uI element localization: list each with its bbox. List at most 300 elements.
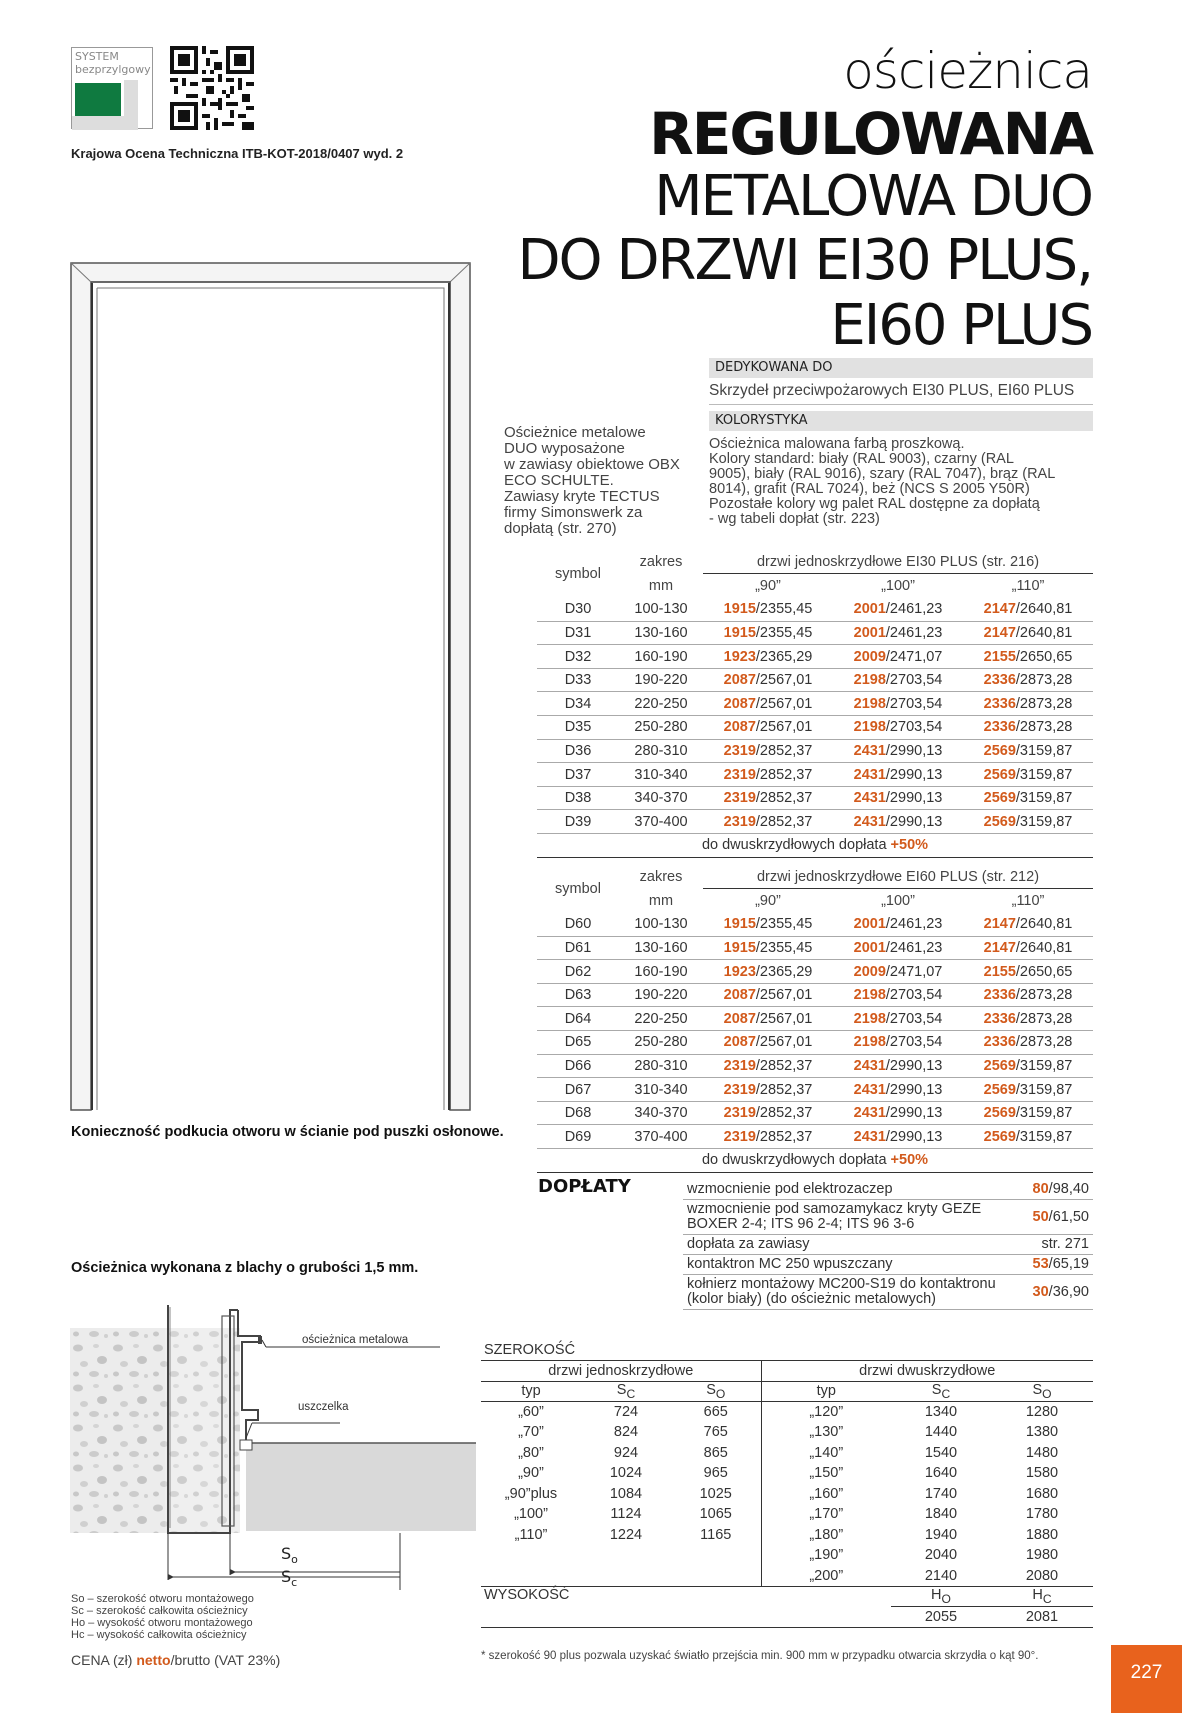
price-row (537, 621, 1093, 645)
price-brutto: /2852,37 (755, 1128, 813, 1145)
price-netto: 2569 (983, 1128, 1016, 1145)
price-table-ei30 (537, 550, 1093, 858)
colors-line: Pozostałe kolory wg palet RAL dostępne za dopłatą (709, 496, 1040, 512)
price-row (537, 645, 1093, 669)
price-cell (703, 936, 833, 960)
price-cell (703, 983, 833, 1007)
title-line-4: DO DRZWI EI30 PLUS, (517, 228, 1092, 293)
frame-desc-line: w zawiasy obiektowe OBX (504, 456, 680, 473)
single-typ: „60” (518, 1404, 544, 1420)
label-so-sub: o (291, 1553, 298, 1567)
price-brutto: /2990,13 (885, 1105, 943, 1122)
badge-line-1: SYSTEM (75, 50, 119, 63)
price-netto: 2009 (853, 648, 886, 665)
dedicated-heading: DEDYKOWANA DO (709, 358, 1093, 378)
price-brutto: /2471,07 (885, 648, 943, 665)
price-brutto: /2873,28 (1015, 1010, 1073, 1027)
price-cell (963, 936, 1093, 960)
double-note-text: do dwuskrzydłowych dopłata (701, 837, 887, 854)
price-brutto: /2355,45 (755, 601, 813, 618)
price-row (537, 739, 1093, 763)
symbol-cell: D30 (537, 598, 619, 622)
dimension-row (481, 1422, 1093, 1443)
price-brutto: /2567,01 (755, 672, 813, 689)
price-brutto: /2461,23 (885, 916, 943, 933)
double-door-header: drzwi dwuskrzydłowe (761, 1361, 1093, 1382)
frame-description (504, 425, 704, 537)
price-brutto: /2567,01 (755, 1010, 813, 1027)
price-row (537, 1007, 1093, 1031)
price-cell (703, 913, 833, 937)
price-cell (833, 692, 963, 716)
price-cell (963, 1125, 1093, 1149)
price-cell (703, 739, 833, 763)
price-netto: 2198 (853, 695, 886, 712)
price-netto: 2431 (853, 1128, 886, 1145)
price-brutto: /3159,87 (1015, 1128, 1073, 1145)
double-typ: „120” (809, 1404, 844, 1420)
single-empty (481, 1566, 761, 1587)
price-cell (703, 1125, 833, 1149)
col-typ: typ (481, 1381, 581, 1402)
price-cell (963, 1031, 1093, 1055)
range-cell: 280-310 (619, 1054, 703, 1078)
single-sc: 824 (613, 1424, 639, 1441)
qr-code-icon[interactable] (170, 46, 254, 130)
legend-hc: Hc – wysokość całkowita ościeżnicy (71, 1629, 247, 1641)
range-cell: 160-190 (619, 960, 703, 984)
price-prefix: CENA (zł) (71, 1652, 137, 1668)
surcharge-value (1029, 1200, 1093, 1235)
price-cell (963, 621, 1093, 645)
price-cell (833, 1101, 963, 1125)
price-brutto: /3159,87 (1015, 766, 1073, 783)
double-typ: „150” (809, 1465, 844, 1482)
single-so: 1165 (671, 1525, 761, 1546)
price-brutto: /2567,01 (755, 987, 813, 1004)
price-brutto: /2703,54 (885, 719, 943, 736)
price-row (537, 1031, 1093, 1055)
frame-desc-line: DUO wyposażone (504, 440, 625, 457)
single-sc: 1024 (609, 1465, 643, 1482)
colors-line: 8014), grafit (RAL 7024), beż (NCS S 2005 Y50R) (709, 481, 1030, 497)
range-cell: 250-280 (619, 1031, 703, 1055)
surcharge-netto: 80 (1032, 1181, 1049, 1197)
double-door-note (537, 834, 1093, 858)
symbol-cell: D39 (537, 810, 619, 834)
double-sc: 1840 (924, 1506, 958, 1523)
price-cell (833, 936, 963, 960)
price-brutto: /2640,81 (1015, 939, 1073, 956)
price-brutto: /2567,01 (755, 719, 813, 736)
symbol-cell: D62 (537, 960, 619, 984)
price-brutto: /2990,13 (885, 742, 943, 759)
col-range-unit: mm (648, 577, 674, 594)
price-cell (703, 668, 833, 692)
price-netto: 2087 (723, 987, 756, 1004)
price-cell (703, 598, 833, 622)
price-brutto: /3159,87 (1015, 790, 1073, 807)
price-cell (833, 668, 963, 692)
col-hc-sub: C (1042, 1591, 1052, 1606)
double-so: 1380 (1025, 1424, 1059, 1441)
price-netto: 2001 (853, 939, 886, 956)
label-so-main: S (281, 1544, 292, 1563)
surcharges-table (683, 1180, 1093, 1310)
surcharge-netto: 30 (1032, 1283, 1049, 1300)
price-cell (963, 598, 1093, 622)
double-so: 1880 (1025, 1526, 1059, 1543)
symbol-cell: D60 (537, 913, 619, 937)
range-cell: 220-250 (619, 1007, 703, 1031)
col-hc-main: H (1032, 1586, 1043, 1603)
price-netto: 2569 (983, 1081, 1016, 1098)
double-note-value: +50% (890, 1152, 929, 1169)
col-sc-main: S (616, 1381, 627, 1398)
price-cell (703, 763, 833, 787)
price-cell (703, 810, 833, 834)
single-so: 865 (671, 1443, 761, 1464)
surcharges-rows (683, 1180, 1093, 1310)
surcharge-label: kontaktron MC 250 wpuszczany (683, 1255, 1029, 1275)
price-brutto: /2365,29 (755, 963, 813, 980)
col-symbol: symbol (555, 565, 601, 582)
price-brutto: /2873,28 (1015, 987, 1073, 1004)
price-netto: 2319 (723, 813, 756, 830)
symbol-cell: D68 (537, 1101, 619, 1125)
surcharge-value (1029, 1275, 1093, 1310)
single-typ: „100” (514, 1506, 548, 1523)
symbol-cell: D65 (537, 1031, 619, 1055)
double-sc: 1340 (924, 1404, 958, 1420)
double-so: 1480 (1025, 1444, 1059, 1461)
price-row (537, 1078, 1093, 1102)
price-row (537, 1125, 1093, 1149)
label-sc-sub: c (291, 1576, 298, 1590)
range-cell: 100-130 (619, 913, 703, 937)
price-brutto: /2990,13 (885, 1128, 943, 1145)
single-typ: „70” (518, 1424, 544, 1441)
double-so: 2080 (991, 1566, 1093, 1587)
col-so-sub: O (715, 1386, 726, 1401)
col-typ: typ (761, 1381, 891, 1402)
price-brutto: /2471,07 (885, 963, 943, 980)
price-netto: 2336 (983, 672, 1016, 689)
surcharge-row (683, 1200, 1093, 1235)
price-cell (963, 739, 1093, 763)
col-sc (581, 1381, 671, 1402)
surcharge-label: wzmocnienie pod elektrozaczep (683, 1180, 1029, 1200)
single-typ: „80” (518, 1444, 544, 1461)
price-brutto: /2703,54 (885, 1034, 943, 1051)
col-size-100: „100” (881, 892, 915, 909)
price-table-ei60 (537, 865, 1093, 1173)
price-brutto: /2703,54 (885, 987, 943, 1004)
price-cell (833, 786, 963, 810)
single-empty (481, 1545, 761, 1566)
symbol-cell: D66 (537, 1054, 619, 1078)
price-cell (833, 983, 963, 1007)
col-so (671, 1381, 761, 1402)
price-brutto: /2567,01 (755, 695, 813, 712)
price-row (537, 598, 1093, 622)
surcharge-brutto: /61,50 (1048, 1208, 1089, 1225)
range-cell: 370-400 (619, 1125, 703, 1149)
single-typ: „110” (514, 1526, 548, 1543)
label-sc (281, 1567, 297, 1589)
price-cell (703, 1054, 833, 1078)
price-cell (703, 786, 833, 810)
price-netto: 2336 (983, 1010, 1016, 1027)
price-netto: 2198 (853, 1010, 886, 1027)
double-sc: 1640 (924, 1465, 958, 1482)
price-cell (833, 1007, 963, 1031)
price-netto: 2087 (723, 719, 756, 736)
colors-line: 9005), biały (RAL 9016), szary (RAL 7047), brąz (RAL (709, 466, 1056, 482)
price-row (537, 983, 1093, 1007)
price-netto: 1915 (723, 624, 756, 641)
price-brutto: /2355,45 (755, 916, 813, 933)
price-brutto: /2852,37 (755, 790, 813, 807)
price-brutto: /2873,28 (1015, 695, 1073, 712)
legend-ho: Ho – wysokość otworu montażowego (71, 1617, 253, 1629)
height-spacer (481, 1607, 891, 1628)
double-typ: „180” (809, 1526, 844, 1543)
double-so: 1980 (1025, 1547, 1059, 1564)
range-cell: 250-280 (619, 716, 703, 740)
price-cell (963, 1101, 1093, 1125)
col-hc (991, 1586, 1093, 1607)
price-cell (833, 739, 963, 763)
cross-section-illustration (70, 1300, 480, 1595)
price-netto: 2431 (853, 1057, 886, 1074)
price-netto: 2569 (983, 813, 1016, 830)
price-cell (833, 763, 963, 787)
range-cell: 160-190 (619, 645, 703, 669)
price-netto: 2569 (983, 742, 1016, 759)
surcharge-value (1029, 1255, 1093, 1275)
legend (71, 1593, 254, 1641)
price-netto: 2198 (853, 987, 886, 1004)
symbol-cell: D38 (537, 786, 619, 810)
double-sc: 1940 (924, 1526, 958, 1543)
dedicated-text: Skrzydeł przeciwpożarowych EI30 PLUS, EI60 PLUS (709, 382, 1075, 399)
undercut-note: Konieczność podkucia otworu w ścianie pod puszki osłonowe. (71, 1124, 504, 1140)
price-cell (833, 1125, 963, 1149)
range-cell: 340-370 (619, 786, 703, 810)
price-netto: 2198 (853, 719, 886, 736)
price-netto: 2569 (983, 1057, 1016, 1074)
title-line-1: ościeżnica (843, 42, 1092, 100)
colors-text (709, 437, 1093, 527)
price-netto: 2147 (983, 624, 1016, 641)
price-cell (963, 645, 1093, 669)
price-brutto: /2990,13 (885, 766, 943, 783)
surcharge-label: dopłata za zawiasy (683, 1235, 1029, 1255)
single-sc: 1224 (609, 1526, 643, 1543)
dimension-row (481, 1504, 1093, 1525)
price-netto: 2001 (853, 601, 886, 618)
surcharge-brutto: /65,19 (1048, 1256, 1089, 1272)
price-netto: 2336 (983, 719, 1016, 736)
symbol-cell: D67 (537, 1078, 619, 1102)
range-cell: 310-340 (619, 1078, 703, 1102)
price-netto: 2087 (723, 672, 756, 689)
surcharge-row (683, 1180, 1093, 1200)
range-cell: 220-250 (619, 692, 703, 716)
price-row (537, 936, 1093, 960)
single-typ: „90” (518, 1465, 544, 1482)
symbol-cell: D34 (537, 692, 619, 716)
frame-desc-line: Ościeżnice metalowe (504, 424, 646, 441)
symbol-cell: D63 (537, 983, 619, 1007)
range-cell: 190-220 (619, 668, 703, 692)
price-cell (833, 716, 963, 740)
range-cell: 280-310 (619, 739, 703, 763)
col-size-110: „110” (1011, 577, 1045, 594)
price-cell (963, 1007, 1093, 1031)
price-row (537, 913, 1093, 937)
surcharge-brutto: /98,40 (1048, 1181, 1089, 1197)
col-sc (891, 1381, 991, 1402)
price-cell (963, 1078, 1093, 1102)
price-row (537, 810, 1093, 834)
price-brutto: /2703,54 (885, 672, 943, 689)
price-cell (833, 960, 963, 984)
range-cell: 100-130 (619, 598, 703, 622)
col-ho-main: H (931, 1586, 942, 1603)
price-row (537, 763, 1093, 787)
price-brutto: /3159,87 (1015, 813, 1073, 830)
price-cell (833, 645, 963, 669)
dimension-row (481, 1484, 1093, 1505)
price-cell (703, 621, 833, 645)
price-cell (963, 716, 1093, 740)
single-sc: 1124 (610, 1506, 642, 1523)
price-netto: 2319 (723, 742, 756, 759)
price-netto: 2319 (723, 1081, 756, 1098)
price-brutto: /2873,28 (1015, 672, 1073, 689)
system-badge (71, 47, 153, 129)
col-sc-main: S (931, 1381, 942, 1398)
double-so: 1280 (1025, 1404, 1059, 1420)
price-brutto: /2852,37 (755, 1081, 813, 1098)
frame-desc-line: Zawiasy kryte TECTUS (504, 488, 660, 505)
price-netto: 2155 (983, 963, 1016, 980)
price-cell (963, 692, 1093, 716)
label-so (281, 1544, 298, 1566)
price-netto: 2336 (983, 695, 1016, 712)
double-so: 1780 (1025, 1506, 1059, 1523)
price-brutto: /2640,81 (1015, 624, 1073, 641)
price-brutto: /2355,45 (755, 624, 813, 641)
price-netto: 2319 (723, 1057, 756, 1074)
price-cell (963, 983, 1093, 1007)
price-netto: 2001 (853, 624, 886, 641)
single-door-header: drzwi jednoskrzydłowe (481, 1361, 761, 1382)
label-frame: ościeżnica metalowa (302, 1334, 409, 1346)
price-brutto: /2650,65 (1015, 648, 1073, 665)
colors-line: Ościeżnica malowana farbą proszkową. (709, 436, 965, 452)
price-netto: 2155 (983, 648, 1016, 665)
symbol-cell: D69 (537, 1125, 619, 1149)
price-brutto: /2650,65 (1015, 963, 1073, 980)
single-sc: 924 (613, 1444, 639, 1461)
double-note-text: do dwuskrzydłowych dopłata (701, 1152, 887, 1169)
range-cell: 130-160 (619, 936, 703, 960)
group-header-ei30: drzwi jednoskrzydłowe EI30 PLUS (str. 216) (703, 550, 1093, 574)
price-brutto: /2461,23 (885, 601, 943, 618)
price-cell (833, 913, 963, 937)
badge-green-block (75, 83, 121, 116)
ei60-rows (537, 913, 1093, 1149)
price-brutto: /2703,54 (885, 695, 943, 712)
price-legend (71, 1652, 280, 1668)
badge-text (75, 50, 151, 76)
colors-line: - wg tabeli dopłat (str. 223) (709, 511, 880, 527)
surcharge-netto: 50 (1032, 1208, 1049, 1225)
price-netto: 2319 (723, 790, 756, 807)
surcharge-label: wzmocnienie pod samozamykacz kryty GEZE BOXER 2-4; ITS 96 2-4; ITS 96 3-6 (683, 1200, 1029, 1235)
col-size-110: „110” (1011, 892, 1045, 909)
price-netto: 2431 (853, 1105, 886, 1122)
price-brutto: /2852,37 (755, 1057, 813, 1074)
price-netto: 2198 (853, 1034, 886, 1051)
symbol-cell: D61 (537, 936, 619, 960)
badge-shape-grey-2 (72, 116, 128, 130)
title-line-5: EI60 PLUS (830, 293, 1092, 358)
price-netto: 2431 (853, 813, 886, 830)
colors-line: Kolory standard: biały (RAL 9003), czarny (RAL (709, 451, 1014, 467)
double-sc: 2140 (891, 1566, 991, 1587)
symbol-cell: D35 (537, 716, 619, 740)
double-typ: „140” (809, 1444, 844, 1461)
symbol-cell: D37 (537, 763, 619, 787)
price-brutto: /2873,28 (1015, 719, 1073, 736)
price-row (537, 716, 1093, 740)
dimension-rows (481, 1402, 1093, 1587)
price-brutto: /2365,29 (755, 648, 813, 665)
price-netto: 2087 (723, 695, 756, 712)
price-brutto: /3159,87 (1015, 1081, 1073, 1098)
price-cell (963, 810, 1093, 834)
price-cell (703, 960, 833, 984)
price-brutto: /2461,23 (885, 939, 943, 956)
dimensions-table (481, 1340, 1093, 1628)
ei30-rows (537, 598, 1093, 834)
price-netto: 2087 (723, 1034, 756, 1051)
price-brutto: /2852,37 (755, 766, 813, 783)
price-cell (703, 692, 833, 716)
symbol-cell: D64 (537, 1007, 619, 1031)
price-brutto: /2852,37 (755, 742, 813, 759)
price-netto: 2009 (853, 963, 886, 980)
frame-desc-line: firmy Simonswerk za (504, 504, 643, 521)
surcharge-row (683, 1235, 1093, 1255)
surcharge-brutto: /36,90 (1048, 1283, 1089, 1300)
col-range-unit: mm (648, 892, 674, 909)
dimension-row (481, 1402, 1093, 1423)
price-netto: 2319 (723, 1105, 756, 1122)
dimension-row (481, 1566, 1093, 1587)
price-netto: 2147 (983, 601, 1016, 618)
title-line-3: METALOWA DUO (654, 164, 1092, 229)
symbol-cell: D36 (537, 739, 619, 763)
price-netto: 2319 (723, 766, 756, 783)
single-so: 665 (671, 1402, 761, 1423)
label-sc-main: S (281, 1567, 292, 1586)
double-door-note (537, 1149, 1093, 1173)
